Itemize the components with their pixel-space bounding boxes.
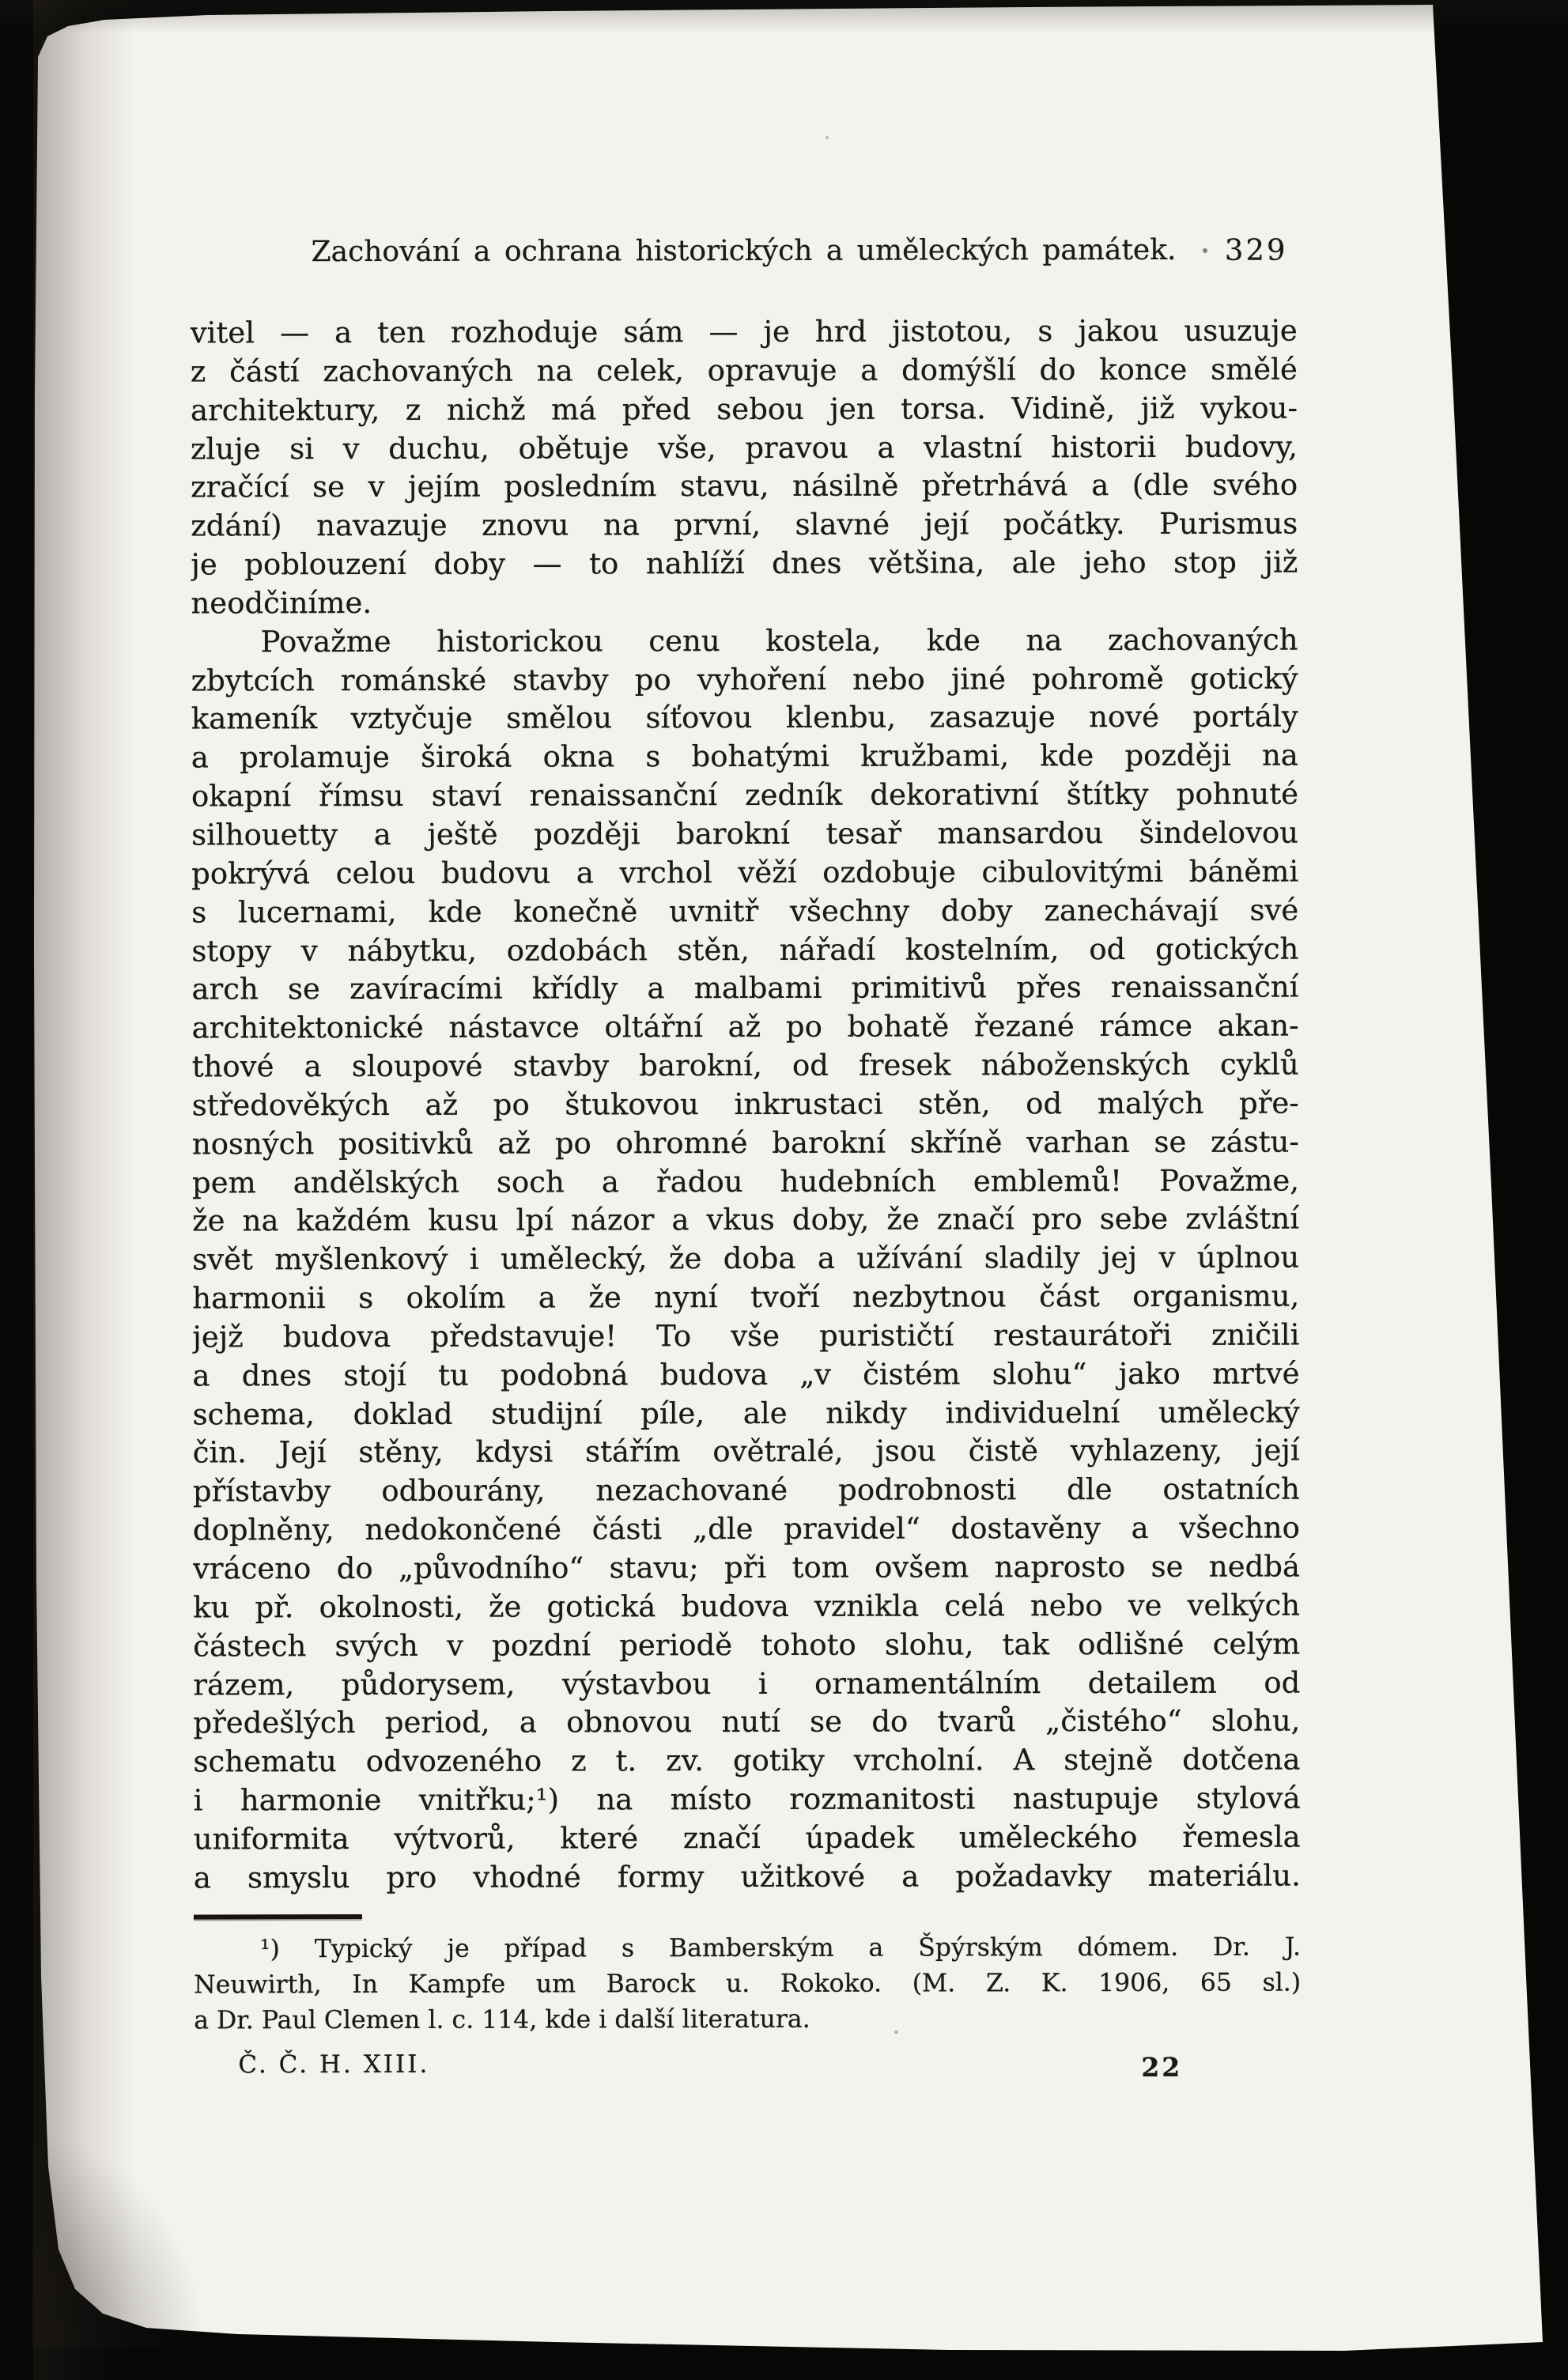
- text-line: a smyslu pro vhodné formy užitkové a požadavky materiálu.: [193, 1858, 1301, 1895]
- footnote: [194, 1930, 1301, 2039]
- text-line: okapní římsu staví renaissanční zedník dekorativní štítky pohnuté: [191, 776, 1298, 814]
- text-line: a Dr. Paul Clemen l. c. 114, kde i další literatura.: [194, 2004, 810, 2035]
- text-line: zluje si v duchu, obětuje vše, pravou a vlastní historii budovy,: [190, 429, 1298, 466]
- page-content: [190, 0, 1302, 2380]
- text-line: harmonii s okolím a že nyní tvoří nezbytnou část organismu,: [192, 1279, 1300, 1316]
- text-line: architektonické nástavce oltářní až po bohatě řezané rámce akan-: [191, 1008, 1299, 1045]
- page-number: 329: [1224, 232, 1288, 267]
- text-line: ku př. okolnosti, že gotická budova vznikla celá nebo ve velkých: [193, 1588, 1301, 1625]
- text-line: schema, doklad studijní píle, ale nikdy individuelní umělecký: [192, 1395, 1300, 1432]
- text-line: neodčiníme.: [191, 585, 372, 621]
- text-line: stopy v nábytku, ozdobách stěn, nářadí kostelním, od gotických: [191, 931, 1299, 968]
- text-line: arch se zavíracími křídly a malbami primitivů přes renaissanční: [191, 969, 1299, 1007]
- text-line: je poblouzení doby — to nahlíží dnes většina, ale jeho stop již: [191, 545, 1298, 582]
- text-line: silhouetty a ještě později barokní tesař mansardou šindelovou: [191, 815, 1299, 852]
- text-line: thové a sloupové stavby barokní, od fresek náboženských cyklů: [191, 1047, 1299, 1084]
- footer-row: [194, 2049, 1301, 2091]
- text-line: a prolamuje široká okna s bohatými kružbami, kde později na: [191, 738, 1298, 775]
- text-line: zbytcích románské stavby po vyhoření nebo jiné pohromě gotický: [191, 661, 1298, 698]
- text-line: s lucernami, kde konečně uvnitř všechny doby zanechávají své: [191, 893, 1299, 930]
- sheet-number: 22: [1141, 2051, 1183, 2083]
- text-line: a dnes stojí tu podobná budova „v čistém slohu“ jako mrtvé: [192, 1356, 1300, 1393]
- text-line: předešlých period, a obnovou nutí se do tvarů „čistého“ slohu,: [193, 1703, 1301, 1740]
- text-line: kameník vztyčuje smělou síťovou klenbu, zasazuje nové portály: [191, 699, 1298, 736]
- text-line: i harmonie vnitřku;¹) na místo rozmanitosti nastupuje stylová: [193, 1781, 1301, 1818]
- text-line: doplněny, nedokončené části „dle pravidel“ dostavěny a všechno: [192, 1510, 1300, 1547]
- footnote-rule: [194, 1914, 362, 1919]
- text-line: vitel — a ten rozhoduje sám — je hrd jistotou, s jakou usuzuje: [190, 313, 1298, 350]
- text-line: přístavby odbourány, nezachované podrobnosti dle ostatních: [192, 1471, 1300, 1509]
- text-line: nosných positivků až po ohromné barokní skříně varhan se zástu-: [191, 1124, 1299, 1162]
- text-line: architektury, z nichž má před sebou jen torsa. Vidině, již vykou-: [190, 391, 1298, 428]
- body-text: [191, 312, 1301, 1898]
- text-line: svět myšlenkový i umělecký, že doba a užívání sladily jej v úplnou: [192, 1240, 1300, 1277]
- text-line: Neuwirth, In Kampfe um Barock u. Rokoko. (M. Z. K. 1906, 65 sl.): [194, 1968, 1302, 2000]
- text-line: z částí zachovaných na celek, opravuje a domýšlí do konce smělé: [190, 352, 1298, 389]
- text-line: vráceno do „původního“ stavu; při tom ovšem naprosto se nedbá: [192, 1549, 1301, 1586]
- text-line: že na každém kusu lpí názor a vkus doby, že značí pro sebe zvláštní: [192, 1201, 1300, 1238]
- text-line: jejž budova představuje! To vše purističtí restaurátoři zničili: [192, 1317, 1300, 1354]
- text-line: rázem, půdorysem, výstavbou i ornamentálním detailem od: [193, 1665, 1301, 1702]
- running-head: [190, 232, 1297, 274]
- text-line: částech svých v pozdní periodě tohoto slohu, tak odlišné celým: [193, 1626, 1301, 1664]
- journal-signature: Č. Č. H. XIII.: [238, 2049, 430, 2080]
- text-line: pem andělských soch a řadou hudebních emblemů! Považme,: [191, 1163, 1300, 1200]
- running-head-title: Zachování a ochrana historických a uměleckých památek.: [311, 233, 1177, 269]
- text-line: zračící se v jejím posledním stavu, násilně přetrhává a (dle svého: [191, 467, 1298, 504]
- text-line: pokrývá celou budovu a vrchol věží ozdobuje cibulovitými báněmi: [191, 854, 1299, 891]
- text-line: zdání) navazuje znovu na první, slavné její počátky. Purismus: [191, 506, 1298, 543]
- text-line: ¹) Typický je případ s Bamberským a Špýrským dómem. Dr. J.: [259, 1932, 1302, 1964]
- text-line: středověkých až po štukovou inkrustaci stěn, od malých pře-: [191, 1086, 1299, 1123]
- text-line: schematu odvozeného z t. zv. gotiky vrcholní. A stejně dotčena: [193, 1742, 1301, 1779]
- text-line: Považme historickou cenu kostela, kde na zachovaných: [260, 622, 1298, 659]
- text-line: čin. Její stěny, kdysi stářím ovětralé, jsou čistě vyhlazeny, její: [192, 1434, 1300, 1470]
- text-line: uniformita výtvorů, které značí úpadek uměleckého řemesla: [193, 1819, 1301, 1857]
